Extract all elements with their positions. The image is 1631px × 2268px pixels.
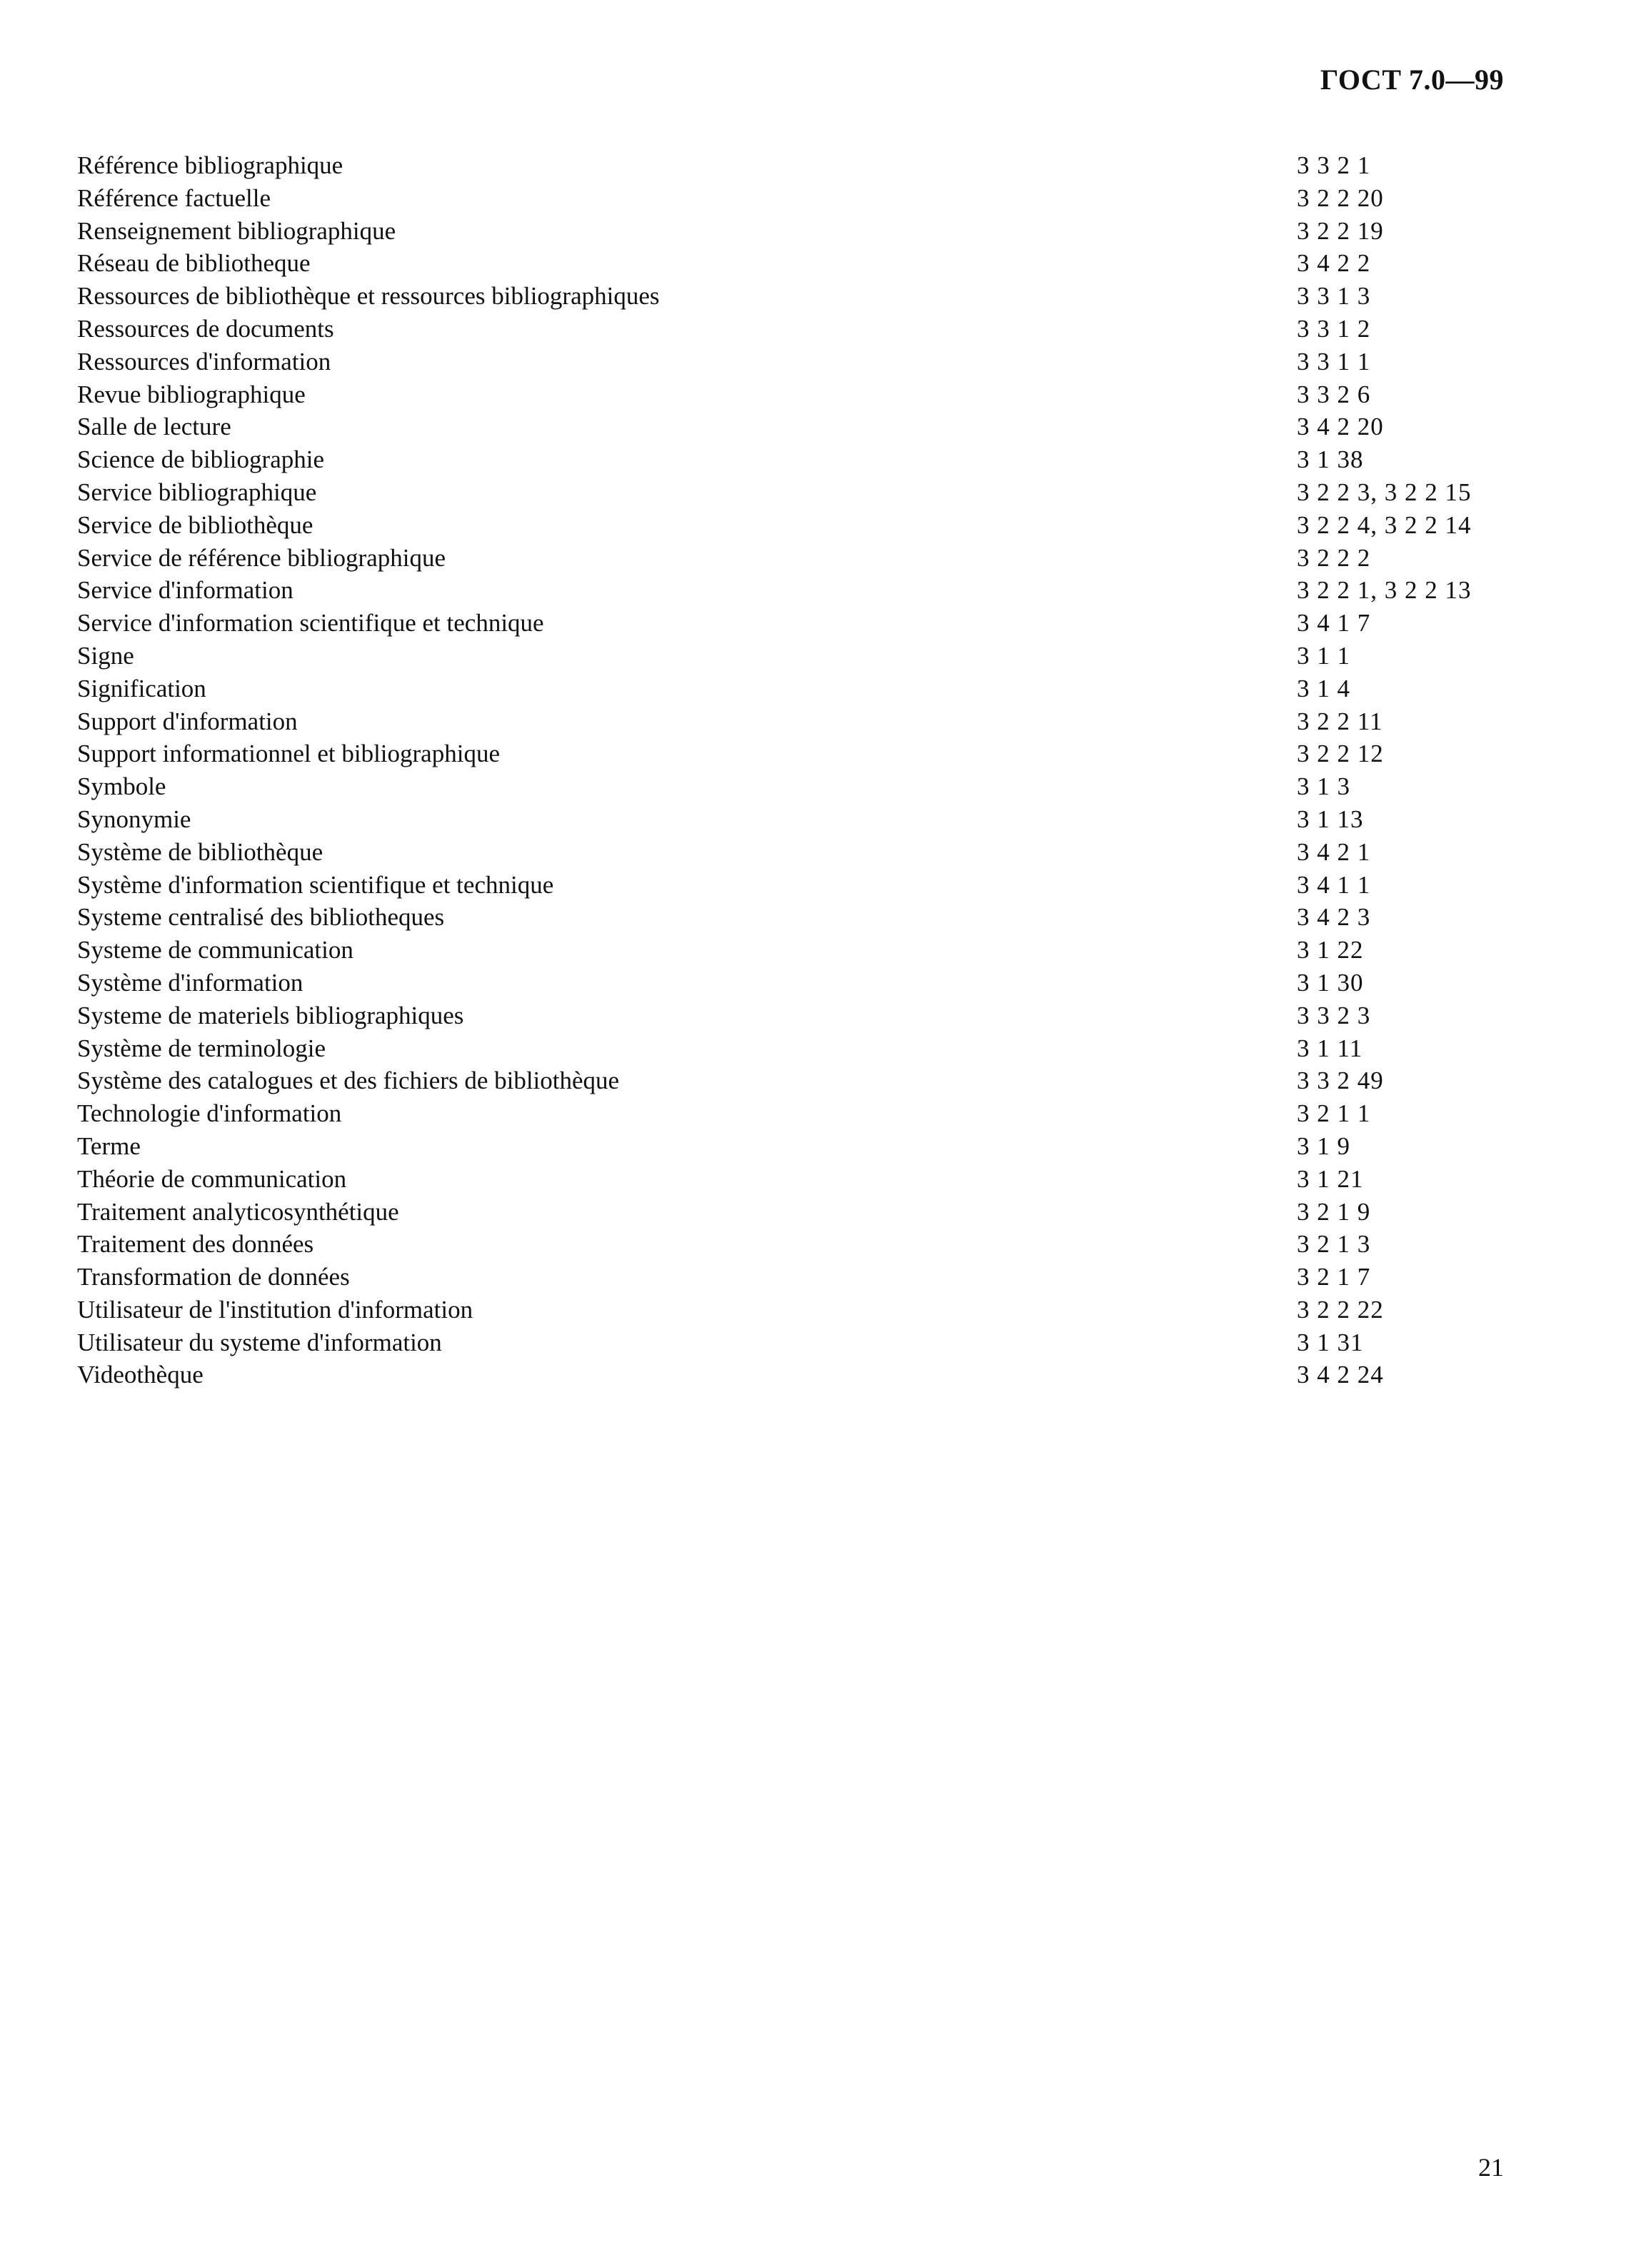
- index-row: [77, 151, 1512, 184]
- index-row: [77, 1002, 1512, 1034]
- index-term: Système d'information: [77, 968, 303, 997]
- index-term: Service bibliographique: [77, 478, 317, 506]
- index-row: [77, 348, 1512, 380]
- term-index-list: [77, 151, 1512, 1393]
- index-ref: 3 1 38: [1297, 445, 1364, 474]
- index-row: [77, 1296, 1512, 1329]
- index-ref: 3 4 2 24: [1297, 1361, 1384, 1389]
- index-ref: 3 1 13: [1297, 805, 1364, 833]
- index-ref: 3 1 31: [1297, 1328, 1364, 1356]
- index-ref: 3 2 2 1, 3 2 2 13: [1297, 576, 1472, 605]
- index-row: [77, 1067, 1512, 1099]
- index-ref: 3 4 1 1: [1297, 870, 1371, 899]
- index-term: Théorie de communication: [77, 1164, 347, 1193]
- index-term: Videothèque: [77, 1361, 204, 1389]
- index-row: [77, 413, 1512, 445]
- index-ref: 3 4 2 2: [1297, 249, 1371, 278]
- index-ref: 3 1 9: [1297, 1132, 1350, 1160]
- index-row: [77, 740, 1512, 772]
- index-row: [77, 315, 1512, 348]
- index-term: Systeme centralisé des bibliotheques: [77, 903, 445, 932]
- index-row: [77, 1132, 1512, 1165]
- index-ref: 3 4 2 20: [1297, 413, 1384, 441]
- page-number: 21: [1478, 2153, 1504, 2182]
- index-term: Signe: [77, 641, 134, 670]
- index-ref: 3 1 3: [1297, 772, 1350, 801]
- index-row: [77, 642, 1512, 675]
- index-row: [77, 969, 1512, 1002]
- index-ref: 3 2 1 9: [1297, 1197, 1371, 1226]
- index-row: [77, 478, 1512, 511]
- index-term: Synonymie: [77, 805, 191, 833]
- index-term: Utilisateur de l'institution d'information: [77, 1295, 473, 1324]
- index-term: Systeme de communication: [77, 936, 353, 964]
- index-row: [77, 1230, 1512, 1263]
- index-row: [77, 1034, 1512, 1067]
- index-row: [77, 838, 1512, 871]
- index-ref: 3 3 1 3: [1297, 282, 1371, 311]
- index-row: [77, 772, 1512, 805]
- index-ref: 3 1 4: [1297, 674, 1350, 702]
- index-term: Système d'information scientifique et technique: [77, 870, 554, 899]
- index-ref: 3 1 1: [1297, 641, 1350, 670]
- index-row: [77, 576, 1512, 609]
- index-ref: 3 2 2 20: [1297, 183, 1384, 212]
- index-term: Science de bibliographie: [77, 445, 324, 474]
- index-term: Système de terminologie: [77, 1034, 326, 1062]
- index-ref: 3 4 2 1: [1297, 837, 1371, 866]
- index-row: [77, 1099, 1512, 1132]
- index-row: [77, 249, 1512, 282]
- index-term: Traitement des données: [77, 1230, 314, 1259]
- index-ref: 3 2 2 4, 3 2 2 14: [1297, 510, 1472, 539]
- index-term: Référence bibliographique: [77, 151, 343, 179]
- index-term: Signification: [77, 674, 206, 702]
- index-ref: 3 1 21: [1297, 1164, 1364, 1193]
- index-row: [77, 445, 1512, 478]
- index-term: Support informationnel et bibliographique: [77, 740, 500, 768]
- index-term: Traitement analyticosynthétique: [77, 1197, 399, 1226]
- index-term: Système de bibliothèque: [77, 837, 323, 866]
- index-ref: 3 3 1 1: [1297, 347, 1371, 376]
- index-row: [77, 511, 1512, 544]
- index-row: [77, 805, 1512, 838]
- index-term: Ressources de bibliothèque et ressources bibliographiques: [77, 282, 660, 311]
- index-term: Support d'information: [77, 707, 298, 735]
- index-term: Salle de lecture: [77, 413, 231, 441]
- index-term: Service d'information scientifique et technique: [77, 609, 544, 637]
- index-ref: 3 2 1 1: [1297, 1099, 1371, 1128]
- index-term: Revue bibliographique: [77, 380, 306, 408]
- index-ref: 3 2 2 2: [1297, 543, 1371, 572]
- index-ref: 3 1 22: [1297, 936, 1364, 964]
- index-row: [77, 282, 1512, 315]
- index-ref: 3 2 1 7: [1297, 1263, 1371, 1291]
- standard-header: ГОСТ 7.0—99: [1320, 64, 1504, 96]
- index-term: Service d'information: [77, 576, 293, 605]
- index-term: Technologie d'information: [77, 1099, 342, 1128]
- index-term: Système des catalogues et des fichiers de bibliothèque: [77, 1067, 620, 1095]
- index-ref: 3 1 30: [1297, 968, 1364, 997]
- index-row: [77, 1198, 1512, 1231]
- index-term: Systeme de materiels bibliographiques: [77, 1001, 464, 1029]
- index-term: Réseau de bibliotheque: [77, 249, 311, 278]
- index-term: Ressources de documents: [77, 314, 334, 343]
- index-ref: 3 2 2 11: [1297, 707, 1383, 735]
- index-ref: 3 3 2 6: [1297, 380, 1371, 408]
- index-term: Terme: [77, 1132, 141, 1160]
- index-row: [77, 903, 1512, 936]
- index-row: [77, 1165, 1512, 1198]
- index-row: [77, 217, 1512, 250]
- index-ref: 3 3 2 49: [1297, 1067, 1384, 1095]
- index-term: Service de référence bibliographique: [77, 543, 446, 572]
- index-term: Service de bibliothèque: [77, 510, 313, 539]
- index-ref: 3 3 1 2: [1297, 314, 1371, 343]
- index-ref: 3 2 1 3: [1297, 1230, 1371, 1259]
- index-ref: 3 3 2 1: [1297, 151, 1371, 179]
- index-term: Symbole: [77, 772, 166, 801]
- index-row: [77, 871, 1512, 904]
- index-term: Ressources d'information: [77, 347, 331, 376]
- index-row: [77, 1263, 1512, 1296]
- index-ref: 3 2 2 3, 3 2 2 15: [1297, 478, 1472, 506]
- index-row: [77, 675, 1512, 707]
- index-term: Utilisateur du systeme d'information: [77, 1328, 442, 1356]
- index-row: [77, 936, 1512, 969]
- index-term: Référence factuelle: [77, 183, 271, 212]
- index-row: [77, 544, 1512, 577]
- index-ref: 3 1 11: [1297, 1034, 1363, 1062]
- index-row: [77, 184, 1512, 217]
- index-ref: 3 2 2 19: [1297, 216, 1384, 245]
- index-ref: 3 3 2 3: [1297, 1001, 1371, 1029]
- index-row: [77, 707, 1512, 740]
- index-ref: 3 2 2 12: [1297, 740, 1384, 768]
- index-ref: 3 4 1 7: [1297, 609, 1371, 637]
- index-term: Renseignement bibliographique: [77, 216, 396, 245]
- index-row: [77, 609, 1512, 642]
- index-ref: 3 4 2 3: [1297, 903, 1371, 932]
- index-row: [77, 1329, 1512, 1361]
- index-term: Transformation de données: [77, 1263, 350, 1291]
- index-row: [77, 1361, 1512, 1393]
- index-ref: 3 2 2 22: [1297, 1295, 1384, 1324]
- index-row: [77, 380, 1512, 413]
